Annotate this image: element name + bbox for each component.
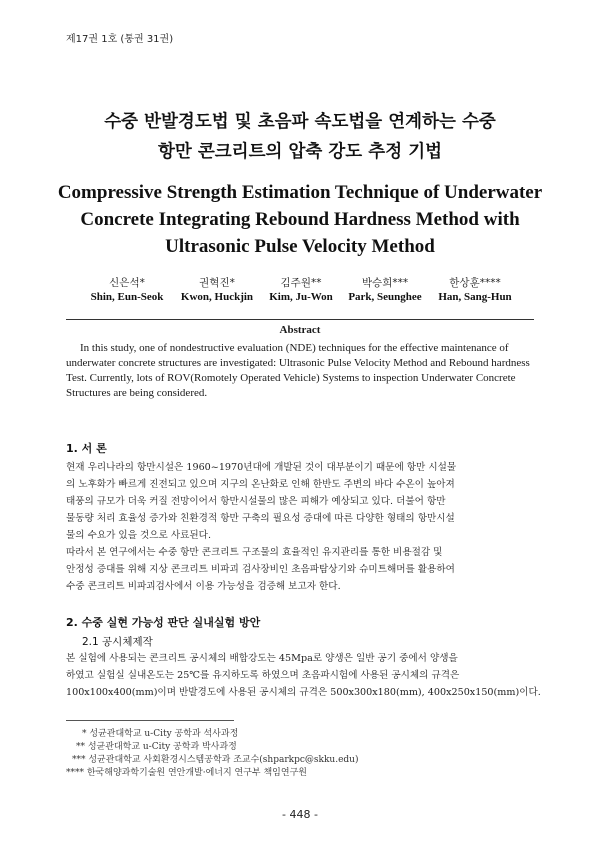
english-title-line-2: Concrete Integrating Rebound Hardness Method with [80, 209, 520, 230]
author-name-en: Shin, Eun-Seok [90, 291, 164, 303]
body-line: 100x100x400(mm)이며 반발경도에 사용된 공시체의 규격은 500x300x180(mm), 400x250x150(mm)이다. [66, 687, 541, 698]
title-divider [66, 319, 534, 320]
body-line: 안정성 증대를 위해 지상 콘크리트 비파괴 검사장비인 초음파탐상기와 슈미트해머를 활용하여 [66, 564, 455, 575]
author-name-en: Kim, Ju-Won [269, 291, 333, 303]
footnote: ** 성균관대학교 u-City 공학과 박사과정 [76, 742, 237, 752]
abstract-line: underwater concrete structures are investigated: Ultrasonic Pulse Velocity Method and Rebound hardness [66, 357, 530, 369]
journal-volume-reference: 제17권 1호 (통권 31권) [66, 34, 174, 45]
author-name-en: Han, Sang-Hun [438, 291, 512, 303]
korean-title-line-2: 항만 콘크리트의 압축 강도 추정 기법 [157, 142, 443, 162]
body-line: 의 노후화가 빠르게 진전되고 있으며 지구의 온난화로 인해 한반도 주변의 바다 수온이 높아져 [66, 479, 455, 490]
abstract-line: Test. Currently, lots of ROV(Romotely Operated Vehicle) Systems to inspection Underwater Concrete [66, 372, 516, 384]
author-name-ko: 권혁진* [199, 277, 235, 289]
author-name-en: Park, Seunghee [348, 291, 422, 303]
abstract-heading: Abstract [279, 324, 321, 336]
body-line: 물의 수요가 있을 것으로 사료된다. [66, 530, 211, 541]
author-name-ko: 한상훈**** [449, 277, 501, 289]
section-1-heading: 1. 서 론 [66, 442, 107, 455]
body-line: 태풍의 규모가 더욱 커질 전망이어서 항만시설물의 많은 피해가 예상되고 있다. 더불어 항만 [66, 496, 446, 507]
english-title-line-3: Ultrasonic Pulse Velocity Method [165, 236, 435, 257]
body-line: 하였고 실험실 실내온도는 25℃를 유지하도록 하였으며 초음파시험에 사용된 공시체의 규격은 [66, 670, 460, 681]
author-name-ko: 신은석* [109, 277, 145, 289]
author-name-ko: 김주원** [280, 277, 322, 289]
footnote: **** 한국해양과학기술원 연안개발·에너지 연구부 책임연구원 [66, 768, 307, 778]
body-line: 본 실험에 사용되는 콘크리트 공시체의 배합강도는 45Mpa로 양생은 일반 공기 중에서 양생을 [66, 653, 458, 664]
abstract-line: Structures are being considered. [66, 387, 208, 399]
body-line: 물동량 처리 효율성 증가와 친환경적 항만 구축의 필요성 증대에 따른 다양한 형태의 항만시설 [66, 513, 455, 524]
korean-title-line-1: 수중 반발경도법 및 초음파 속도법을 연계하는 수중 [104, 112, 496, 132]
english-title-line-1: Compressive Strength Estimation Technique of Underwater [57, 182, 543, 203]
body-line: 현재 우리나라의 항만시설은 1960~1970년대에 개발된 것이 대부분이기 때문에 항만 시설물 [66, 462, 457, 473]
footnote: * 성균관대학교 u-City 공학과 석사과정 [82, 729, 239, 739]
author-name-en: Kwon, Huckjin [180, 291, 254, 303]
footnote: *** 성균관대학교 사회환경시스템공학과 조교수(shparkpc@skku.edu) [72, 755, 359, 765]
subsection-2-1-heading: 2.1 공시체제작 [82, 636, 153, 648]
body-line: 따라서 본 연구에서는 수중 항만 콘크리트 구조물의 효율적인 유지관리를 통한 비용절감 및 [66, 547, 443, 558]
page-number: - 448 - [282, 808, 318, 821]
author-name-ko: 박승희*** [361, 277, 409, 289]
author-5 [420, 275, 530, 303]
section-2-heading: 2. 수중 실현 가능성 판단 실내실험 방안 [66, 616, 261, 629]
footnote-divider [66, 720, 234, 721]
abstract-line: In this study, one of nondestructive evaluation (NDE) techniques for the effective maintenance of [80, 342, 509, 354]
body-line: 수중 콘크리트 비파괴검사에서 이용 가능성을 검증해 보고자 한다. [66, 581, 341, 592]
